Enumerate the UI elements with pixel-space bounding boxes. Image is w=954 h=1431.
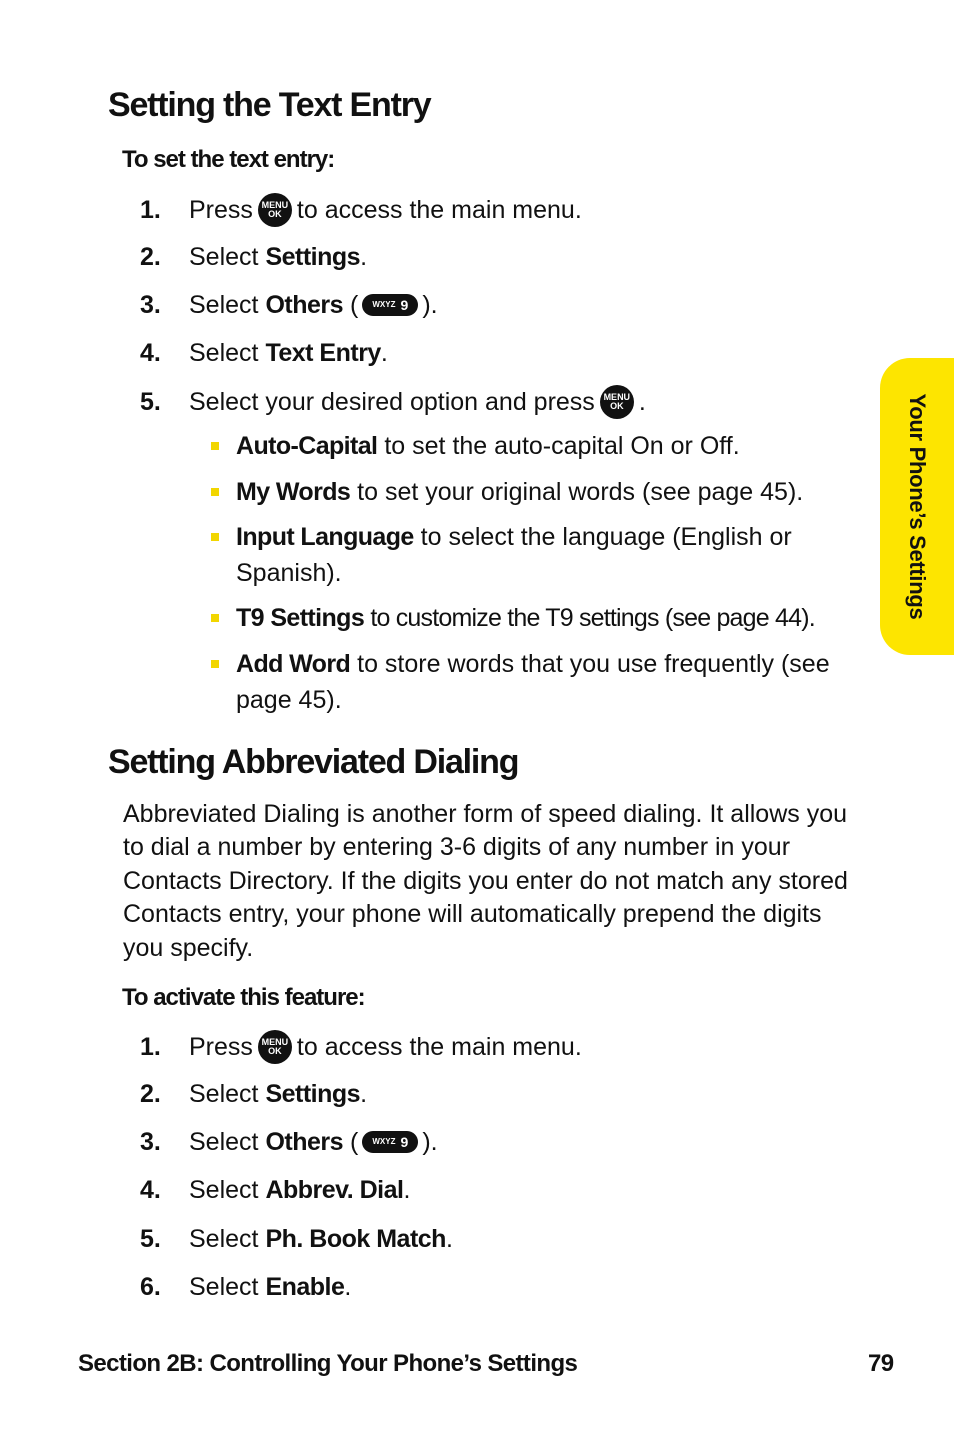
subheading-activate-feature: To activate this feature:	[122, 984, 365, 1011]
side-section-tab	[880, 358, 954, 655]
step-2: 2. Select Settings .	[140, 1080, 368, 1108]
step-2: 2. Select Settings .	[140, 243, 368, 271]
step-4: 4. Select Abbrev. Dial .	[140, 1176, 411, 1204]
wxyz-9-key-icon: WXYZ 9	[362, 1131, 418, 1153]
bullet-square-icon	[211, 533, 219, 541]
bullet-add-word: Add Word to store words that you use frequently (see page 45).	[211, 646, 861, 718]
bullet-square-icon	[211, 660, 219, 668]
step-3: 3. Select Others ( WXYZ 9 ).	[140, 291, 438, 319]
bullet-auto-capital: Auto-Capital to set the auto-capital On or Off.	[211, 428, 861, 464]
step-5: 5. Select Ph. Book Match .	[140, 1225, 453, 1253]
menu-ok-key-icon: MENU OK	[600, 385, 634, 419]
step-3: 3. Select Others ( WXYZ 9 ).	[140, 1128, 438, 1156]
bullet-square-icon	[211, 614, 219, 622]
abbreviated-dialing-description: Abbreviated Dialing is another form of speed dialing. It allows you to dial a number by entering 3-6 digits of any number in your Contacts Directory. If the digits you enter do not match any stored Contacts entry, your phone will automatically prepend the digits you specify.	[123, 800, 848, 962]
section-title-abbreviated-dialing: Setting Abbreviated Dialing	[108, 743, 519, 781]
step-5: 5. Select your desired option and press MENU OK .	[140, 385, 860, 419]
wxyz-9-key-icon: WXYZ 9	[362, 294, 418, 316]
bullet-t9-settings: T9 Settings to customize the T9 settings (see page 44).	[211, 600, 861, 636]
bullet-input-language: Input Language to select the language (English or Spanish).	[211, 519, 861, 591]
footer-section-title: Section 2B: Controlling Your Phone’s Settings	[78, 1350, 578, 1377]
step-4: 4. Select Text Entry .	[140, 339, 388, 367]
bullet-my-words: My Words to set your original words (see page 45).	[211, 474, 861, 510]
bullet-square-icon	[211, 442, 219, 450]
menu-ok-key-icon: MENU OK	[258, 1030, 292, 1064]
side-tab-label: Your Phone’s Settings	[905, 393, 930, 620]
page-number: 79	[868, 1350, 894, 1377]
bullet-square-icon	[211, 488, 219, 496]
step-1: 1. Press MENU OK to access the main menu.	[140, 1030, 860, 1064]
step-6: 6. Select Enable .	[140, 1273, 352, 1301]
menu-ok-key-icon: MENU OK	[258, 193, 292, 227]
section-title-text-entry: Setting the Text Entry	[108, 86, 431, 124]
subheading-set-text-entry: To set the text entry:	[122, 146, 335, 173]
step-1: 1. Press MENU OK to access the main menu.	[140, 193, 860, 227]
